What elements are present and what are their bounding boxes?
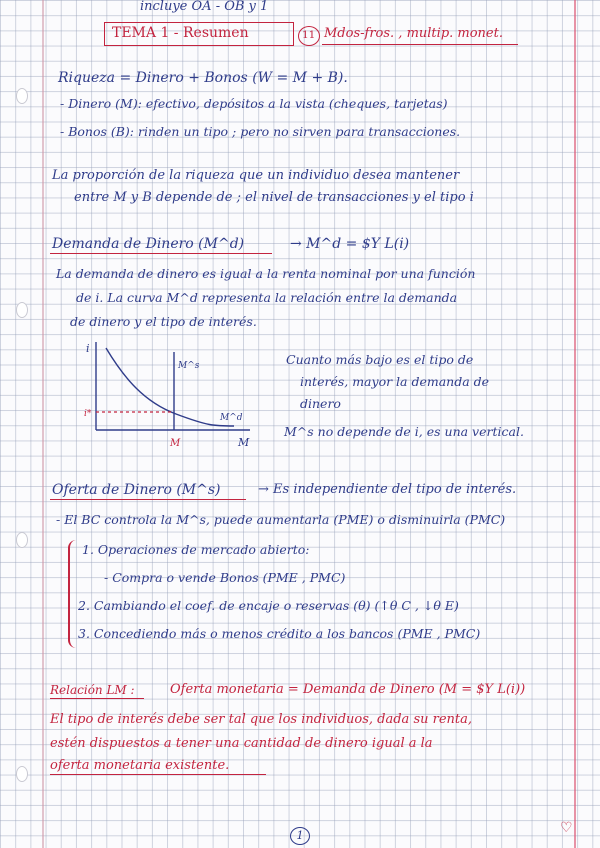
chart-note-3: dinero bbox=[300, 396, 341, 411]
left-margin-line bbox=[42, 0, 44, 848]
oferta-heading: Oferta de Dinero (M^s) bbox=[52, 482, 221, 498]
demanda-heading-underline bbox=[50, 253, 272, 254]
chart-note-2: interés, mayor la demanda de bbox=[300, 374, 490, 389]
binder-hole bbox=[16, 766, 28, 782]
page-number: 1 bbox=[290, 827, 310, 845]
page-title: TEMA 1 - Resumen bbox=[112, 25, 249, 41]
relacion-line-1: El tipo de interés debe ser tal que los individuos, dada su renta, bbox=[50, 712, 473, 727]
operation-2: 2. Cambiando el coef. de encaje o reservas (θ) (↑θ C , ↓θ E) bbox=[78, 598, 459, 613]
corner-mark-icon: ♡ bbox=[560, 820, 573, 836]
binder-hole bbox=[16, 532, 28, 548]
top-note: incluye OA - OB y 1 bbox=[140, 0, 269, 14]
x-axis-label: M bbox=[238, 436, 250, 449]
relacion-label-underline bbox=[50, 698, 144, 699]
demanda-line-1: La demanda de dinero es igual a la renta nominal por una función bbox=[56, 266, 476, 281]
y-axis-label: i bbox=[86, 342, 90, 355]
binder-hole bbox=[16, 302, 28, 318]
proporcion-line-2: entre M y B depende de ; el nivel de transacciones y el tipo i bbox=[74, 190, 474, 205]
operations-bracket bbox=[68, 540, 78, 648]
relacion-line-3-underline bbox=[50, 774, 266, 775]
x-tick-label: M bbox=[170, 438, 181, 449]
oferta-arrow-text: → Es independiente del tipo de interés. bbox=[258, 482, 517, 497]
relacion-formula: Oferta monetaria = Demanda de Dinero (M = $Y L(i)) bbox=[170, 682, 526, 697]
chart-note-1: Cuanto más bajo es el tipo de bbox=[286, 352, 474, 367]
relacion-line-3: oferta monetaria existente. bbox=[50, 758, 230, 773]
relacion-label: Relación LM : bbox=[50, 683, 135, 697]
md-curve bbox=[106, 348, 234, 426]
oferta-bc-line: - El BC controla la M^s, puede aumentarla (PME) o disminuirla (PMC) bbox=[56, 512, 506, 527]
demanda-line-3: de dinero y el tipo de interés. bbox=[70, 314, 257, 329]
bonos-line: - Bonos (B): rinden un tipo ; pero no sirven para transacciones. bbox=[60, 124, 461, 139]
chart-note-4: M^s no depende de i, es una vertical. bbox=[284, 424, 524, 439]
topic-number: 11 bbox=[302, 29, 316, 41]
binder-hole bbox=[16, 88, 28, 104]
relacion-line-2: estén dispuestos a tener una cantidad de dinero igual a la bbox=[50, 736, 433, 751]
operation-1-sub: - Compra o vende Bonos (PME , PMC) bbox=[104, 570, 346, 585]
demanda-line-2: de i. La curva M^d representa la relación entre la demanda bbox=[76, 290, 458, 305]
demanda-heading: Demanda de Dinero (M^d) bbox=[52, 236, 245, 252]
md-label: M^d bbox=[220, 413, 243, 423]
title-topic: Mdos-fros. , multip. monet. bbox=[324, 26, 503, 41]
operation-1: 1. Operaciones de mercado abierto: bbox=[82, 542, 310, 557]
oferta-heading-underline bbox=[50, 499, 246, 500]
dinero-line: - Dinero (M): efectivo, depósitos a la vista (cheques, tarjetas) bbox=[60, 96, 448, 111]
title-topic-underline bbox=[322, 44, 518, 45]
demanda-formula: → M^d = $Y L(i) bbox=[290, 236, 410, 252]
operation-3: 3. Concediendo más o menos crédito a los bancos (PME , PMC) bbox=[78, 626, 481, 641]
riqueza-line: Riqueza = Dinero + Bonos (W = M + B). bbox=[58, 70, 348, 86]
y-tick-label: i* bbox=[84, 409, 92, 419]
money-market-graph bbox=[84, 338, 254, 458]
ms-label: M^s bbox=[178, 361, 200, 371]
proporcion-line-1: La proporción de la riqueza que un individuo desea mantener bbox=[52, 168, 460, 183]
right-margin-line bbox=[574, 0, 576, 848]
